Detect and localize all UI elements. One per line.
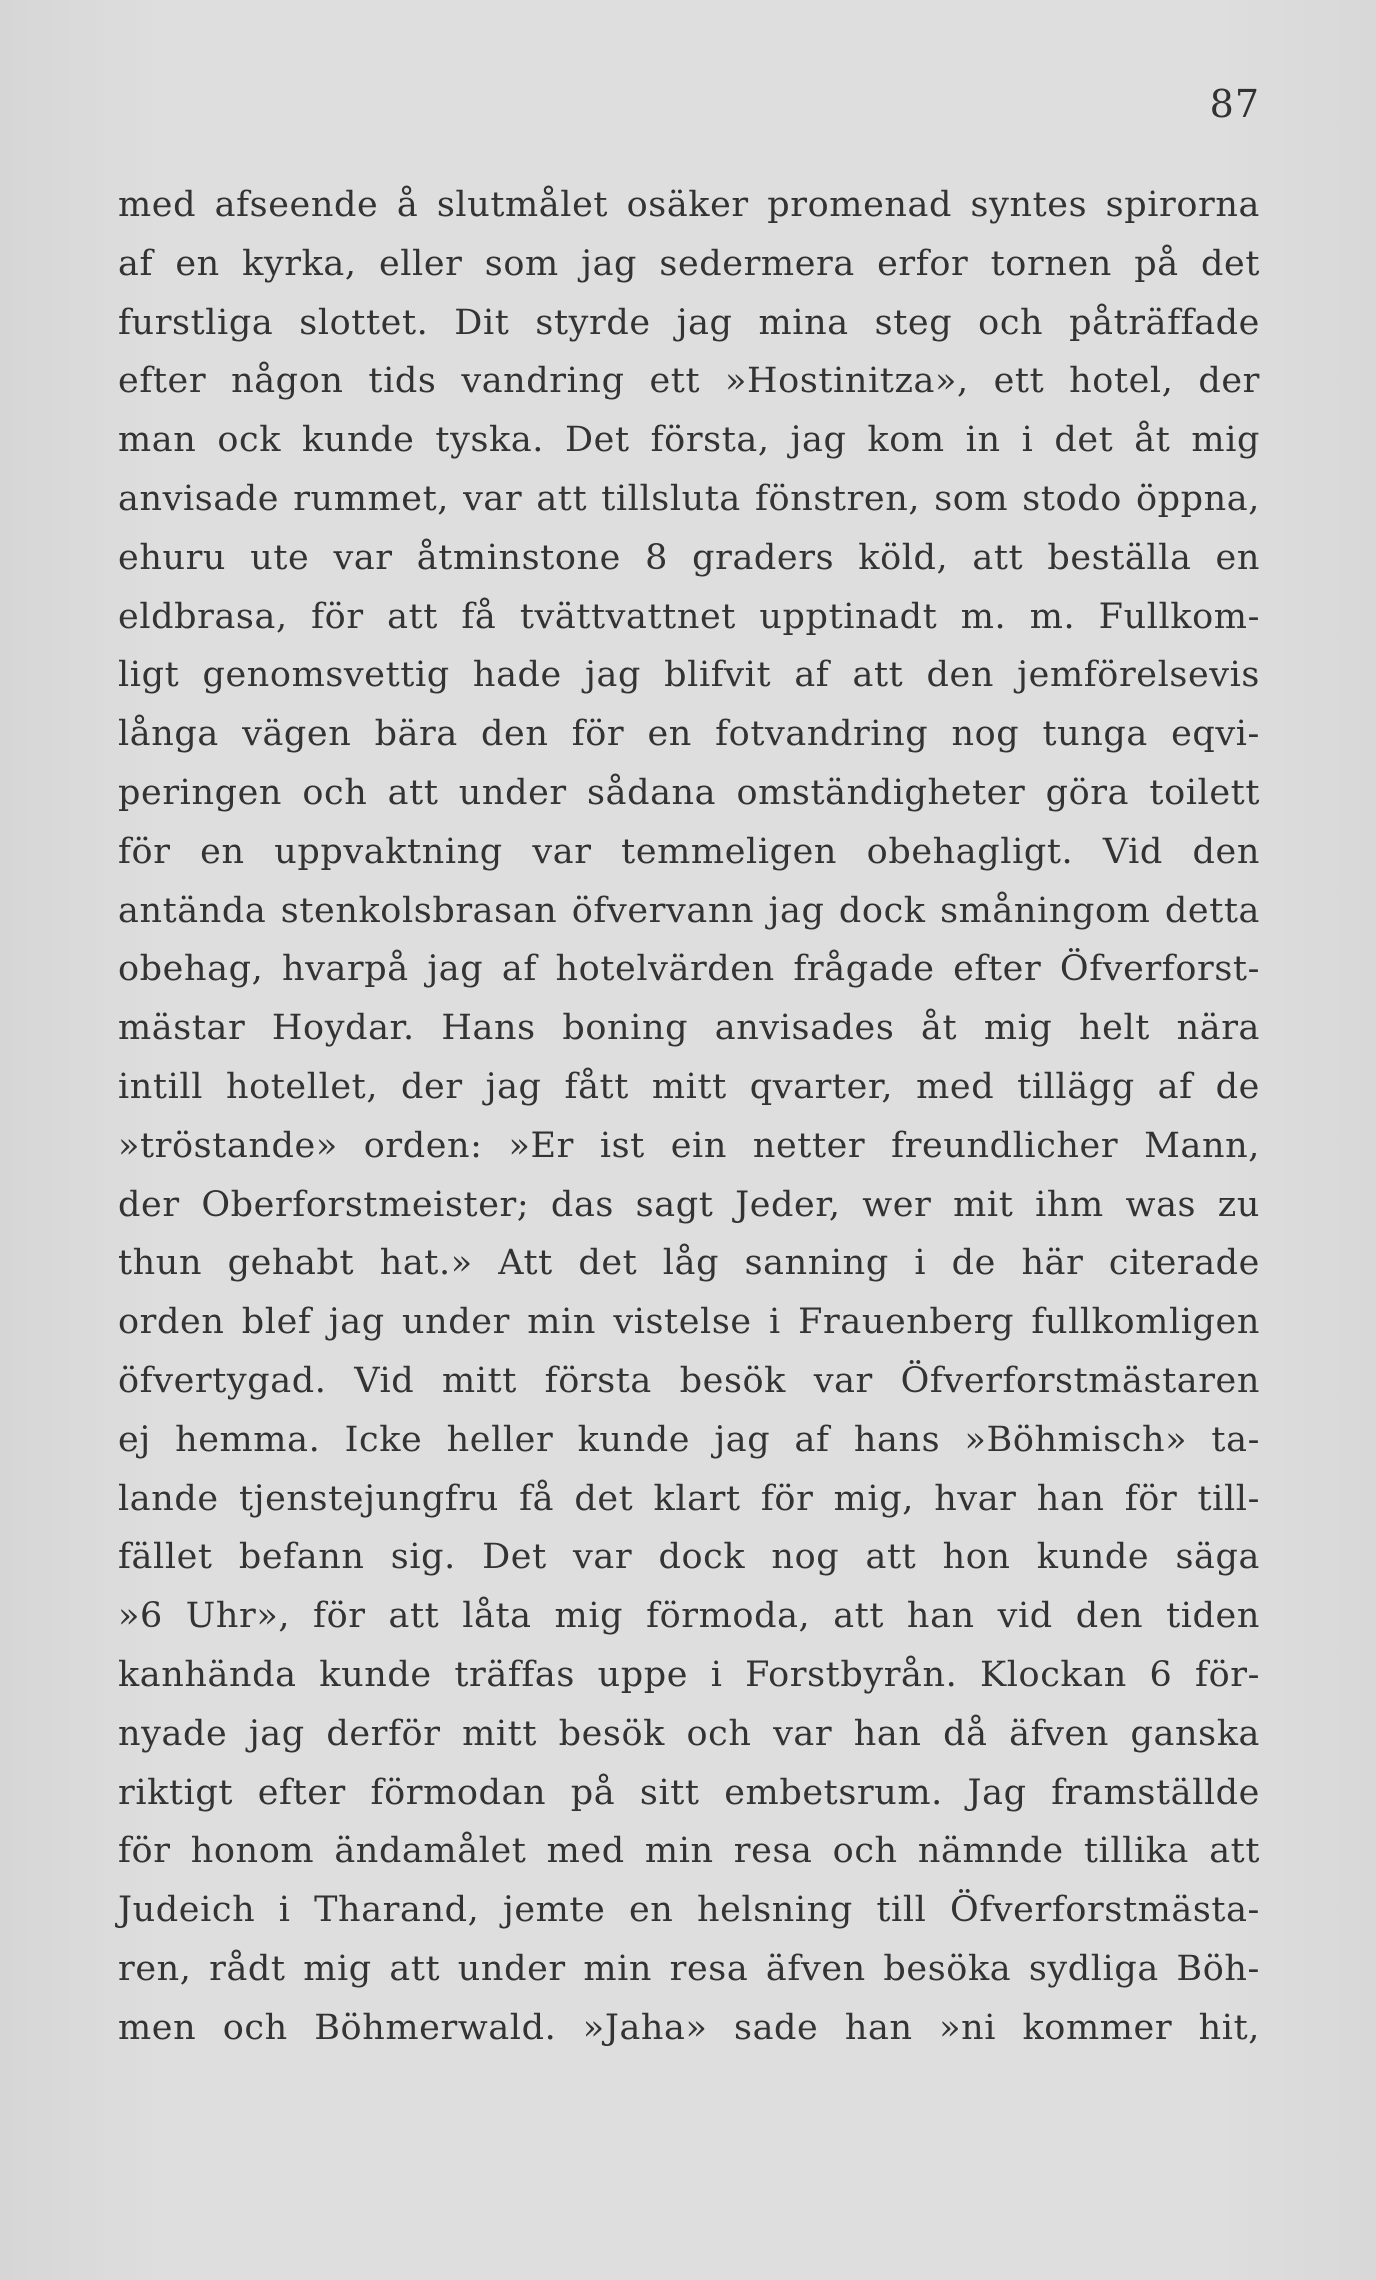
text-line: anvisade rummet, var att tillsluta fönstren, som stodo öppna, xyxy=(118,478,1260,519)
text-line: ren, rådt mig att under min resa äfven besöka sydliga Böh- xyxy=(118,1948,1260,1989)
text-line: Judeich i Tharand, jemte en helsning till Öfverforstmästa- xyxy=(118,1890,1260,1931)
text-line: långa vägen bära den för en fotvandring nog tunga eqvi- xyxy=(118,714,1260,755)
text-line: kanhända kunde träffas uppe i Forstbyrån. Klockan 6 för- xyxy=(118,1654,1260,1695)
text-line: nyade jag derför mitt besök och var han då äfven ganska xyxy=(118,1713,1260,1754)
text-line: öfvertygad. Vid mitt första besök var Öfverforstmästaren xyxy=(118,1360,1260,1401)
text-line: intill hotellet, der jag fått mitt qvarter, med tillägg af de xyxy=(118,1066,1260,1107)
text-line: thun gehabt hat.» Att det låg sanning i de här citerade xyxy=(118,1243,1260,1284)
text-line: eldbrasa, för att få tvättvattnet upptinadt m. m. Fullkom- xyxy=(118,596,1260,637)
text-line: peringen och att under sådana omständigheter göra toilett xyxy=(118,772,1260,813)
body-text xyxy=(118,176,1260,2058)
text-line: med afseende å slutmålet osäker promenad syntes spirorna xyxy=(118,185,1260,225)
text-line: men och Böhmerwald. »Jaha» sade han »ni kommer hit, xyxy=(118,2007,1260,2048)
text-line: ej hemma. Icke heller kunde jag af hans »Böhmisch» ta- xyxy=(118,1419,1260,1460)
text-line: för honom ändamålet med min resa och nämnde tillika att xyxy=(118,1831,1260,1872)
text-line: »tröstande» orden: »Er ist ein netter freundlicher Mann, xyxy=(118,1125,1260,1166)
text-line: riktigt efter förmodan på sitt embetsrum. Jag framställde xyxy=(118,1772,1260,1813)
text-line: af en kyrka, eller som jag sedermera erfor tornen på det xyxy=(118,243,1260,284)
text-line: man ock kunde tyska. Det första, jag kom in i det åt mig xyxy=(118,420,1260,461)
text-line: för en uppvaktning var temmeligen obehagligt. Vid den xyxy=(118,831,1260,872)
text-line: ehuru ute var åtminstone 8 graders köld, att beställa en xyxy=(118,537,1260,578)
text-line: antända stenkolsbrasan öfvervann jag dock småningom detta xyxy=(118,890,1260,931)
text-line: mästar Hoydar. Hans boning anvisades åt mig helt nära xyxy=(118,1008,1260,1049)
text-line: furstliga slottet. Dit styrde jag mina steg och påträffade xyxy=(118,302,1260,343)
text-line: ligt genomsvettig hade jag blifvit af att den jemförelsevis xyxy=(118,655,1260,696)
text-line: orden blef jag under min vistelse i Frauenberg fullkomligen xyxy=(118,1302,1260,1343)
text-line: der Oberforstmeister; das sagt Jeder, wer mit ihm was zu xyxy=(118,1184,1260,1225)
text-line: fället befann sig. Det var dock nog att hon kunde säga xyxy=(118,1537,1260,1578)
text-line: »6 Uhr», för att låta mig förmoda, att han vid den tiden xyxy=(118,1596,1260,1637)
page-number: 87 xyxy=(1209,82,1260,126)
text-line: lande tjenstejungfru få det klart för mig, hvar han för till- xyxy=(118,1478,1260,1519)
text-line: obehag, hvarpå jag af hotelvärden frågade efter Öfverforst- xyxy=(118,949,1260,990)
text-line: efter någon tids vandring ett »Hostinitza», ett hotel, der xyxy=(118,361,1260,402)
